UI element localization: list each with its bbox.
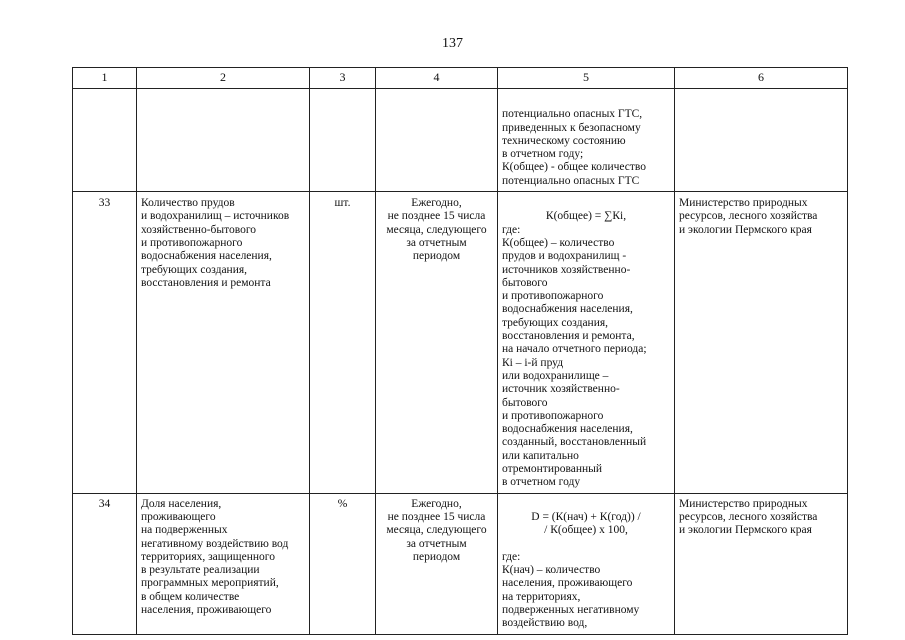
period-cell: Ежегодно, не позднее 15 числа месяца, следующего за отчетным периодом: [376, 192, 498, 494]
period-cell: Ежегодно, не позднее 15 числа месяца, следующего за отчетным периодом: [376, 493, 498, 634]
method-cell: [498, 493, 675, 634]
method-text: где: К(нач) – количество населения, проживающего на территориях, подверженных негативному воздействию вод,: [502, 550, 640, 630]
page-number: 137: [442, 36, 463, 51]
responsible-cell: Министерство природных ресурсов, лесного хозяйства и экологии Пермского края: [675, 493, 848, 634]
responsible-cell: Министерство природных ресурсов, лесного хозяйства и экологии Пермского края: [675, 192, 848, 494]
formula: К(общее) = ∑Кi,: [545, 210, 627, 223]
row-number-cell: 33: [73, 192, 137, 494]
indicator-name-cell: Доля населения, проживающего на подверженных негативному воздействию вод территориях, защищенного в результате реализации программных мероприятий, в общем количестве населения, проживающего: [137, 493, 310, 634]
period-cell: [376, 89, 498, 192]
unit-cell: шт.: [310, 192, 376, 494]
column-header: 1: [73, 68, 137, 89]
row-number-cell: [73, 89, 137, 192]
indicator-name-cell: [137, 89, 310, 192]
table-row-34: [73, 493, 848, 634]
table-row-continuation: [73, 89, 848, 192]
header-row: [73, 68, 848, 89]
column-header: 6: [675, 68, 848, 89]
column-header: 3: [310, 68, 376, 89]
responsible-cell: [675, 89, 848, 192]
formula: D = (К(нач) + К(год)) / / К(общее) х 100,: [531, 510, 641, 537]
method-cell: [498, 89, 675, 192]
table-row-33: [73, 192, 848, 494]
method-text: где: К(общее) – количество прудов и водохранилищ - источников хозяйственно- бытового и противопожарного водоснабжения населения, требующих создания, восстановления и ремонта, на начало отчетного периода; Кi – i-й пруд или водохранилище – источник хозяйственно- бытового и противопожарного водоснабжения населения, созданный, восстановленный или капитально отремонтированный в отчетном году: [502, 223, 647, 489]
unit-cell: %: [310, 493, 376, 634]
column-header: 5: [498, 68, 675, 89]
indicator-name-cell: Количество прудов и водохранилищ – источников хозяйственно-бытового и противопожарного водоснабжения населения, требующих создания, восстановления и ремонта: [137, 192, 310, 494]
column-header: 4: [376, 68, 498, 89]
indicators-table: [72, 67, 848, 635]
method-text: потенциально опасных ГТС, приведенных к безопасному техническому состоянию в отчетном году; К(общее) - общее количество потенциально опасных ГТС: [502, 108, 647, 187]
method-cell: [498, 192, 675, 494]
row-number-cell: 34: [73, 493, 137, 634]
unit-cell: [310, 89, 376, 192]
column-header: 2: [137, 68, 310, 89]
